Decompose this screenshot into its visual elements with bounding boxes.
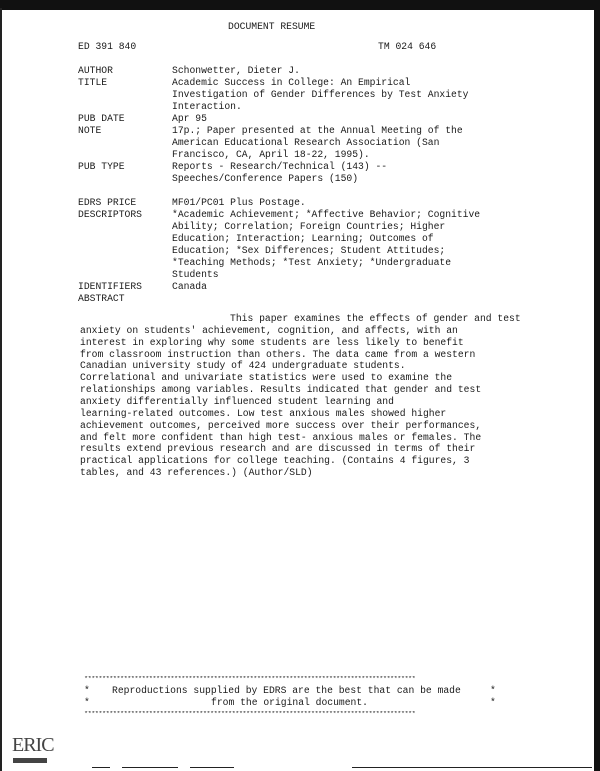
eric-logo [12,728,52,768]
scan-mark [352,767,592,768]
scan-mark [92,767,110,768]
footer-line-2: from the original document. [211,697,368,708]
title-value: Investigation of Gender Differences by Test Anxiety [172,89,469,100]
identifiers-value: Canada [172,281,207,292]
abstract-line: anxiety differentially influenced student learning and [80,395,394,407]
star-divider-bottom: ******************************************************************************************** [84,711,416,719]
descriptors-value: Students [172,269,219,280]
descriptors-value: *Academic Achievement; *Affective Behavior; Cognitive [172,209,481,220]
abstract-line: Correlational and univariate statistics were used to examine the [80,372,453,384]
scan-mark [122,767,178,768]
abstract-line: and felt more confident than high test- anxious males or females. The [80,431,482,443]
abstract-line: relationships among variables. Results indicated that gender and test [80,384,482,396]
author-label: AUTHOR [78,65,113,76]
abstract-line: from classroom instruction than others. The data came from a western [80,348,476,360]
abstract-line: results extend previous research and are discussed in terms of their [80,443,476,455]
star: * [490,685,496,696]
pub-type-value: Speeches/Conference Papers (150) [172,173,359,184]
abstract-line: achievement outcomes, perceived more success over their performances, [80,419,482,431]
abstract-label: ABSTRACT [78,293,125,304]
abstract-line: This paper examines the effects of gender and test [230,313,521,324]
title-value: Interaction. [172,101,242,112]
note-value: 17p.; Paper presented at the Annual Meeting of the [172,125,463,136]
star: * [490,697,496,708]
eric-logo-bar [13,758,47,763]
pub-type-label: PUB TYPE [78,161,125,172]
note-label: NOTE [78,125,102,136]
pub-date-value: Apr 95 [172,113,207,124]
edrs-price-value: MF01/PC01 Plus Postage. [172,197,306,208]
abstract-line: anxiety on students' achievement, cognition, and affects, with an [80,324,458,336]
scan-border-top [0,0,600,10]
scan-border-right [594,8,600,771]
title-value: Academic Success in College: An Empirical [172,77,411,88]
title-label: TITLE [78,77,108,88]
pub-type-value: Reports - Research/Technical (143) -- [172,161,388,172]
author-value: Schonwetter, Dieter J. [172,65,300,76]
pub-date-label: PUB DATE [78,113,125,124]
abstract-line: tables, and 43 references.) (Author/SLD) [80,467,313,479]
edrs-price-label: EDRS PRICE [78,197,137,208]
descriptors-label: DESCRIPTORS [78,209,142,220]
ed-number: ED 391 840 [78,41,137,52]
abstract-line: interest in exploring why some students are less likely to benefit [80,336,464,348]
descriptors-value: Education; *Sex Differences; Student Attitudes; [172,245,446,256]
abstract-line: learning-related outcomes. Low test anxious males showed higher [80,407,447,419]
abstract-line: practical applications for college teaching. (Contains 4 figures, 3 [80,455,470,467]
descriptors-value: *Teaching Methods; *Test Anxiety; *Undergraduate [172,257,452,268]
document-title: DOCUMENT RESUME [228,21,316,32]
descriptors-value: Education; Interaction; Learning; Outcomes of [172,233,434,244]
eric-logo-text: ERIC [12,734,54,756]
note-value: Francisco, CA, April 18-22, 1995). [172,149,370,160]
scan-border-left [0,8,2,771]
identifiers-label: IDENTIFIERS [78,281,142,292]
star: * [84,685,90,696]
note-value: American Educational Research Association (San [172,137,440,148]
abstract-line: Canadian university study of 424 undergraduate students. [80,360,406,372]
tm-number: TM 024 646 [378,41,437,52]
star-divider-top: ******************************************************************************************** [84,676,416,684]
star: * [84,697,90,708]
scan-mark [190,767,234,768]
footer-line-1: Reproductions supplied by EDRS are the best that can be made [112,685,461,696]
descriptors-value: Ability; Correlation; Foreign Countries; Higher [172,221,446,232]
